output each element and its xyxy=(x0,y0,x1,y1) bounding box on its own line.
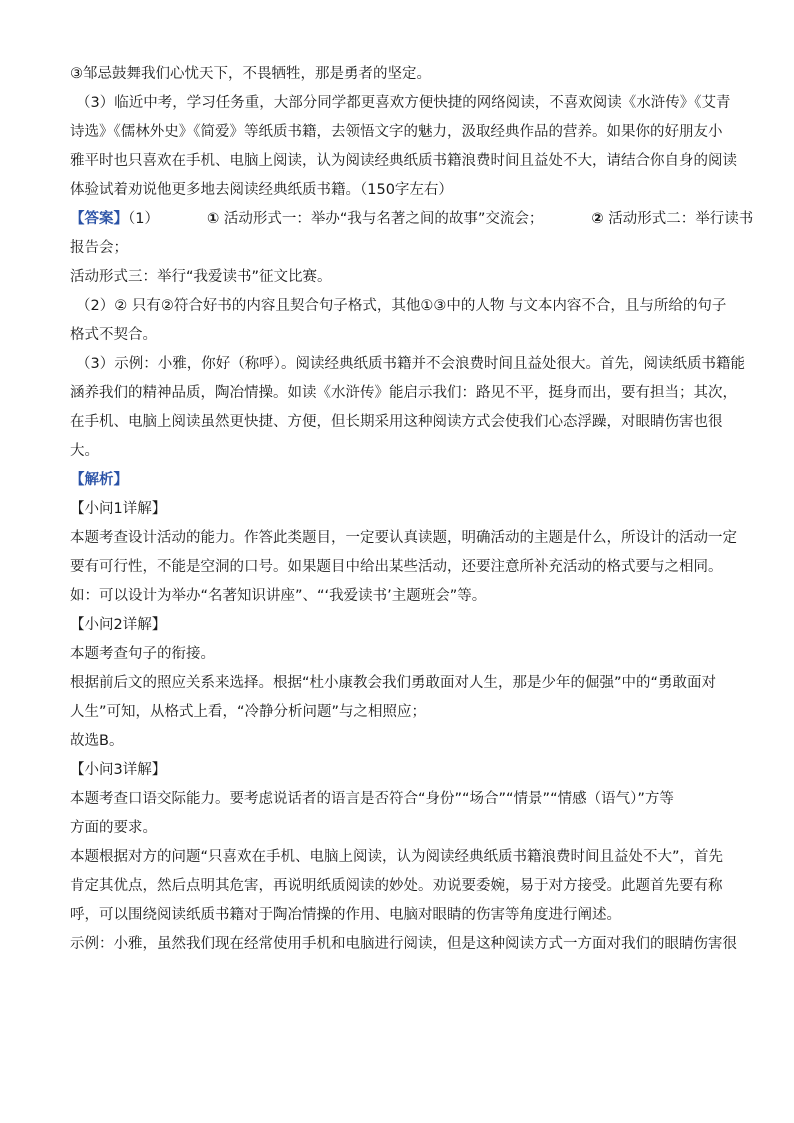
text-line: 如：可以设计为举办“名著知识讲座”、“‘我爱读书’主题班会”等。 xyxy=(70,588,487,604)
answer-q3-line: （3）示例：小雅，你好（称呼）。阅读经典纸质书籍并不会浪费时间且益处很大。首先，阅读纸质书籍能 xyxy=(76,356,745,372)
circled-number-1: ① xyxy=(206,211,220,227)
text-line: 本题考查句子的衔接。 xyxy=(70,646,215,662)
activity-form-1: 活动形式一：举办“我与名著之间的故事”交流会； xyxy=(223,211,544,227)
text-line: 诗选》《儒林外史》《简爱》等纸质书籍，去领悟文字的魅力，汲取经典作品的营养。如果你的好朋友小 xyxy=(70,124,723,140)
circled-number-2: ② xyxy=(591,211,604,227)
sub-question-2-heading: 【小问2详解】 xyxy=(70,617,167,633)
text-line: 体验试着劝说他更多地去阅读经典纸质书籍。（150字左右） xyxy=(70,182,453,198)
text-line: 方面的要求。 xyxy=(70,820,157,836)
text-line: 故选B。 xyxy=(70,733,124,749)
answer-q2-line: （2）② 只有②符合好书的内容且契合句子格式，其他①③中的人物 与文本内容不合，且与所给的句子 xyxy=(76,298,727,314)
text-line: 本题考查设计活动的能力。作答此类题目，一定要认真读题，明确活动的主题是什么，所设计的活动一定 xyxy=(70,530,737,546)
text-line: 格式不契合。 xyxy=(70,327,157,343)
text-line: ③邹忌鼓舞我们心忧天下，不畏牺牲，那是勇者的坚定。 xyxy=(70,66,431,82)
text-line: 本题考查口语交际能力。要考虑说话者的语言是否符合“身份”“场合”“情景”“情感（语气）”方等 xyxy=(70,791,674,807)
text-line: 要有可行性，不能是空洞的口号。如果题目中给出某些活动，还要注意所补充活动的格式要与之相同。 xyxy=(70,559,723,575)
question-3-line: （3）临近中考，学习任务重，大部分同学都更喜欢方便快捷的网络阅读，不喜欢阅读《水浒传》《艾青 xyxy=(76,95,731,111)
analysis-tag: 【解析】 xyxy=(70,472,128,488)
text-line: 雅平时也只喜欢在手机、电脑上阅读，认为阅读经典纸质书籍浪费时间且益处不大，请结合你自身的阅读 xyxy=(70,153,737,169)
answer-q1-number: （1） xyxy=(128,211,159,227)
text-line: 肯定其优点，然后点明其危害，再说明纸质阅读的妙处。劝说要委婉，易于对方接受。此题首先要有称 xyxy=(70,878,723,894)
text-line: 呼，可以围绕阅读纸质书籍对于陶冶情操的作用、电脑对眼睛的伤害等角度进行阐述。 xyxy=(70,907,621,923)
sub-question-1-heading: 【小问1详解】 xyxy=(70,501,167,517)
text-line: 在手机、电脑上阅读虽然更快捷、方便，但长期采用这种阅读方式会使我们心态浮躁，对眼睛伤害也很 xyxy=(70,414,723,430)
activity-form-2: 活动形式二：举行读书 xyxy=(608,211,754,227)
text-line: 人生”可知，从格式上看，“冷静分析问题”与之相照应； xyxy=(70,704,427,720)
text-line: 大。 xyxy=(70,443,99,459)
text-line: 示例：小雅，虽然我们现在经常使用手机和电脑进行阅读，但是这种阅读方式一方面对我们的眼睛伤害很 xyxy=(70,936,737,952)
answer-line xyxy=(70,205,754,234)
text-line: 本题根据对方的问题“只喜欢在手机、电脑上阅读，认为阅读经典纸质书籍浪费时间且益处不大”，首先 xyxy=(70,849,724,865)
answer-tag: 【答案】 xyxy=(70,211,128,227)
text-line: 根据前后文的照应关系来选择。根据“杜小康教会我们勇敢面对人生，那是少年的倔强”中的“勇敢面对 xyxy=(70,675,717,691)
sub-question-3-heading: 【小问3详解】 xyxy=(70,762,167,778)
text-line: 报告会； xyxy=(70,240,128,256)
document-page xyxy=(70,60,754,959)
text-line: 涵养我们的精神品质，陶冶情操。如读《水浒传》能启示我们：路见不平，挺身而出，要有担当；其次， xyxy=(70,385,737,401)
text-line: 活动形式三：举行“我爱读书”征文比赛。 xyxy=(70,269,332,285)
